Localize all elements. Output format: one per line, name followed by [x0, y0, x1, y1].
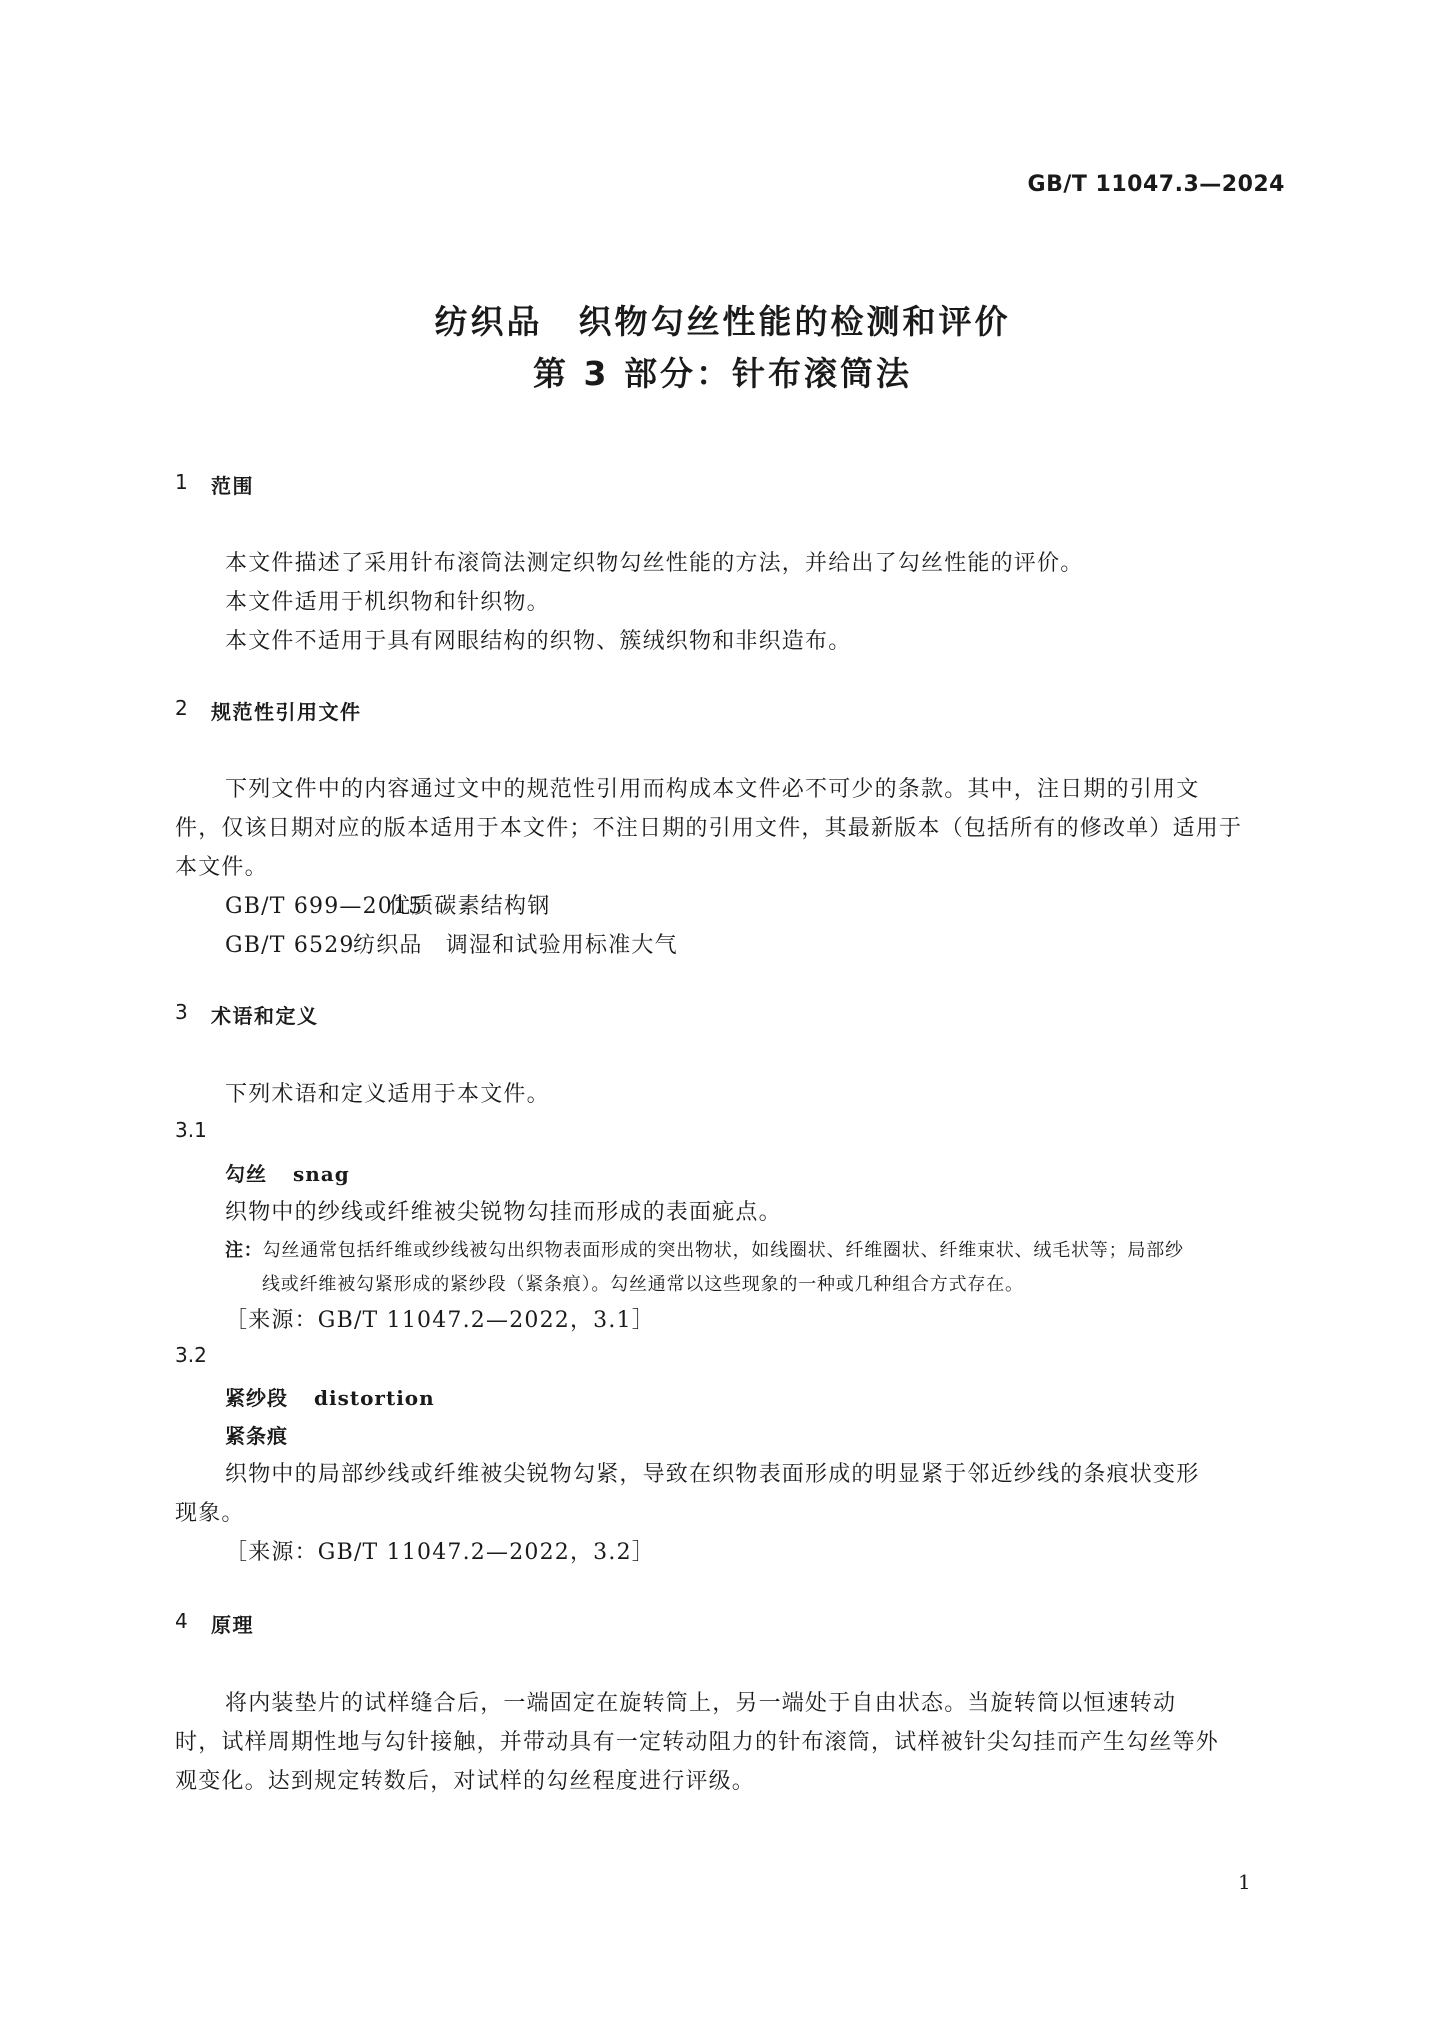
standard-number: GB/T 11047.3—2024 [1027, 172, 1285, 197]
page-number: 1 [1238, 1870, 1251, 1894]
section-1-paragraph-3: 本文件不适用于具有网眼结构的织物、簇绒织物和非织造布。 [225, 629, 852, 654]
document-title-line-2: 第 3 部分：针布滚筒法 [533, 354, 912, 393]
section-1-paragraph-2: 本文件适用于机织物和针织物。 [225, 590, 550, 615]
section-4-number: 4 [175, 1609, 188, 1633]
reference-item [225, 889, 550, 920]
document-title-line-1: 纺织品 织物勾丝性能的检测和评价 [434, 302, 1011, 341]
term-3-2-zh: 紧纱段 [225, 1386, 288, 1410]
note-text: 勾丝通常包括纤维或纱线被勾出织物表面形成的突出物状，如线圈状、纤维圈状、纤维束状、绒毛状等；局部纱 [262, 1240, 1184, 1261]
term-3-1-note-line-1 [225, 1236, 1184, 1262]
term-3-1 [225, 1158, 350, 1187]
term-3-2-definition-line-2: 现象。 [175, 1501, 245, 1526]
note-label: 注： [225, 1240, 263, 1261]
section-3-intro: 下列术语和定义适用于本文件。 [225, 1082, 550, 1107]
section-4-title: 原理 [211, 1613, 254, 1637]
term-3-1-en: snag [293, 1162, 350, 1186]
section-4-paragraph-line-3: 观变化。达到规定转数后，对试样的勾丝程度进行评级。 [175, 1769, 756, 1794]
section-4-paragraph-line-1: 将内装垫片的试样缝合后，一端固定在旋转筒上，另一端处于自由状态。当旋转筒以恒速转动 [225, 1691, 1177, 1716]
term-3-1-number: 3.1 [175, 1118, 207, 1142]
reference-name: 优质碳素结构钢 [388, 894, 551, 919]
term-3-2 [225, 1382, 435, 1411]
section-4-paragraph-line-2: 时，试样周期性地与勾针接触，并带动具有一定转动阻力的针布滚筒，试样被针尖勾挂而产生勾丝等外 [175, 1730, 1220, 1755]
section-3-title: 术语和定义 [211, 1004, 319, 1028]
term-3-2-en: distortion [314, 1386, 435, 1410]
section-3-number: 3 [175, 1000, 188, 1024]
section-2-title: 规范性引用文件 [211, 700, 362, 724]
section-2-number: 2 [175, 696, 188, 720]
term-3-1-source: ［来源：GB/T 11047.2—2022，3.1］ [225, 1308, 655, 1333]
term-3-1-note-line-2: 线或纤维被勾紧形成的紧纱段（紧条痕）。勾丝通常以这些现象的一种或几种组合方式存在。 [262, 1274, 1024, 1295]
section-1-number: 1 [175, 470, 188, 494]
section-1-paragraph-1: 本文件描述了采用针布滚筒法测定织物勾丝性能的方法，并给出了勾丝性能的评价。 [225, 551, 1084, 576]
term-3-2-source: ［来源：GB/T 11047.2—2022，3.2］ [225, 1540, 655, 1565]
reference-code: GB/T 6529 [225, 933, 355, 958]
reference-name: 纺织品 调湿和试验用标准大气 [353, 933, 678, 958]
section-2-paragraph-line-3: 本文件。 [175, 855, 268, 880]
term-3-1-zh: 勾丝 [225, 1162, 267, 1186]
section-2-paragraph-line-2: 件，仅该日期对应的版本适用于本文件；不注日期的引用文件，其最新版本（包括所有的修改单）适用于 [175, 816, 1243, 841]
term-3-2-number: 3.2 [175, 1343, 207, 1367]
reference-code: GB/T 699—2015 [225, 894, 424, 919]
section-2-paragraph-line-1: 下列文件中的内容通过文中的规范性引用而构成本文件必不可少的条款。其中，注日期的引用文 [225, 777, 1200, 802]
term-3-1-definition: 织物中的纱线或纤维被尖锐物勾挂而形成的表面疵点。 [225, 1200, 782, 1225]
section-1-title: 范围 [211, 474, 254, 498]
term-3-2-definition-line-1: 织物中的局部纱线或纤维被尖锐物勾紧，导致在织物表面形成的明显紧于邻近纱线的条痕状变形 [225, 1462, 1200, 1487]
reference-item [225, 928, 678, 959]
term-3-2-alternative: 紧条痕 [225, 1424, 288, 1448]
